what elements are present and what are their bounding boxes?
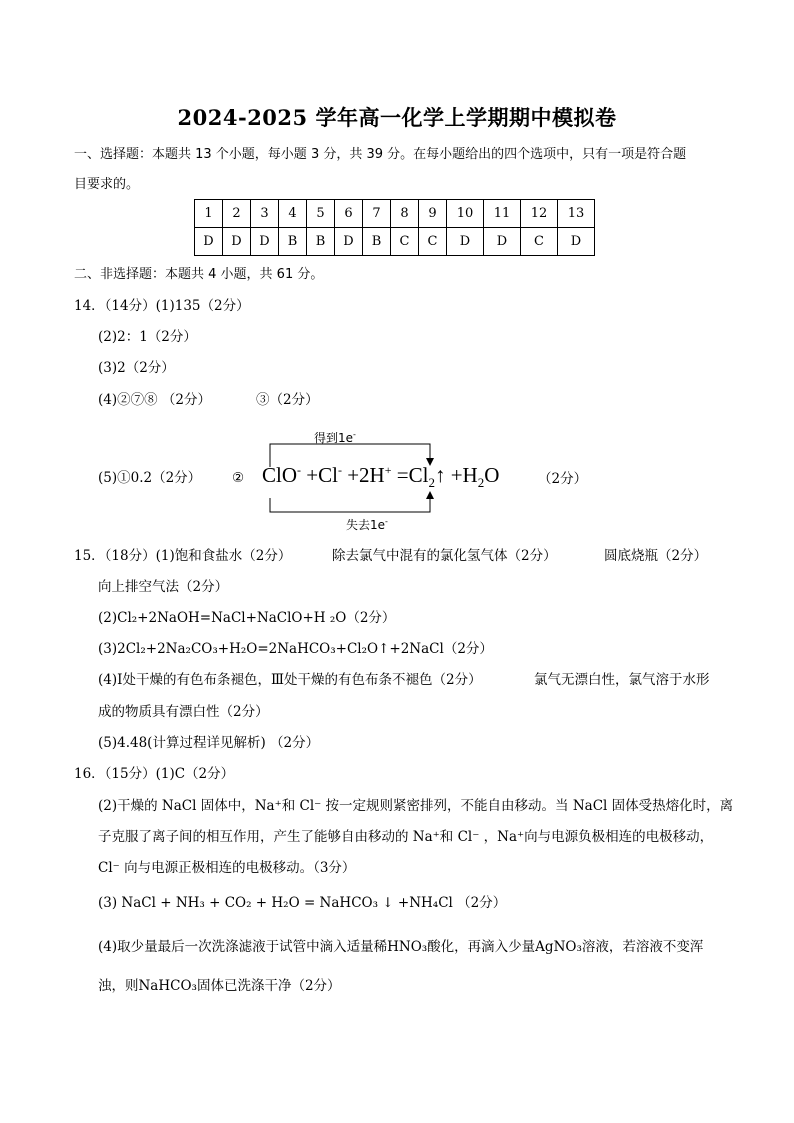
ionic-equation: $ClO^- +Cl^- +2H^+ =Cl_2↑ +H_2O$ <box>262 463 500 491</box>
q15-part1-c: 圆底烧瓶（2分） <box>604 548 708 564</box>
question-number: 4 <box>279 200 307 228</box>
answer-cell: C <box>521 228 558 256</box>
q16-part4-line1: (4)取少量最后一次洗涤滤液于试管中滴入适量稀HNO₃酸化，再滴入少量AgNO₃溶液，若溶液不变浑 <box>98 939 704 955</box>
q14-part2: (2)2：1（2分） <box>98 329 197 345</box>
question-number: 10 <box>447 200 484 228</box>
answer-cell: D <box>447 228 484 256</box>
question-number: 13 <box>558 200 595 228</box>
question-number: 2 <box>223 200 251 228</box>
q14-part3: (3)2（2分） <box>98 360 175 376</box>
answer-cell: B <box>307 228 335 256</box>
answer-cell: C <box>419 228 447 256</box>
q15-part5: (5)4.48(计算过程详见解析) （2分） <box>98 735 320 751</box>
question-number: 3 <box>251 200 279 228</box>
section1-instruction: 一、选择题：本题共 13 个小题，每小题 3 分，共 39 分。在每小题给出的四个选项中，只有一项是符合题 <box>74 147 687 162</box>
section1-instruction-end: 目要求的。 <box>74 177 140 192</box>
q16-part4-line2: 浊，则NaHCO₃固体已洗涤干净（2分） <box>98 978 341 994</box>
q15-part1-b: 除去氯气中混有的氯化氢气体（2分） <box>332 548 557 564</box>
q14-part1: 14．（14分）(1)135（2分） <box>74 298 250 314</box>
answer-cell: D <box>558 228 595 256</box>
question-number: 9 <box>419 200 447 228</box>
answer-cell: D <box>335 228 363 256</box>
answer-cell: D <box>484 228 521 256</box>
question-number: 7 <box>363 200 391 228</box>
answer-cell: D <box>251 228 279 256</box>
question-number: 1 <box>195 200 223 228</box>
answer-cell: D <box>223 228 251 256</box>
q16-part3: (3) NaCl + NH₃ + CO₂ + H₂O = NaHCO₃ ↓ +NH₄Cl （2分） <box>98 895 507 911</box>
q14-part4-b: ③（2分） <box>256 392 319 408</box>
q15-part4-c: 成的物质具有漂白性（2分） <box>98 704 269 720</box>
question-number: 12 <box>521 200 558 228</box>
answer-cell: C <box>391 228 419 256</box>
lose-electron-label: 失去1e- <box>346 517 388 532</box>
q15-part2: (2)Cl₂+2NaOH=NaCl+NaClO+H ₂O（2分） <box>98 610 396 626</box>
q14-part5-a: (5)①0.2（2分） <box>98 470 202 486</box>
answer-table <box>194 199 595 256</box>
question-number: 8 <box>391 200 419 228</box>
answer-cell: B <box>363 228 391 256</box>
q14-part5-score: （2分） <box>538 471 588 487</box>
question-number: 6 <box>335 200 363 228</box>
answer-table-number-row <box>195 200 595 228</box>
q16-part2-line3: Cl⁻ 向与电源正极相连的电极移动。（3分） <box>98 860 356 876</box>
q15-part1-a: 15．（18分）(1)饱和食盐水（2分） <box>74 548 292 564</box>
q15-part4-a: (4)Ⅰ处干燥的有色布条褪色，Ⅲ处干燥的有色布条不褪色（2分） <box>98 672 482 688</box>
q16-part1: 16．（15分）(1)C（2分） <box>74 766 235 782</box>
q15-part3: (3)2Cl₂+2Na₂CO₃+H₂O=2NaHCO₃+Cl₂O↑+2NaCl（2分） <box>98 641 493 657</box>
section2-heading: 二、非选择题：本题共 4 小题，共 61 分。 <box>74 267 324 282</box>
q14-part4-a: (4)②⑦⑧ （2分） <box>98 392 212 408</box>
q16-part2-line1: (2)干燥的 NaCl 固体中，Na⁺和 Cl⁻ 按一定规则紧密排列，不能自由移动。当 NaCl 固体受热熔化时，离 <box>98 798 734 814</box>
q16-part2-line2: 子克服了离子间的相互作用，产生了能够自由移动的 Na⁺和 Cl⁻ ，Na⁺向与电源负极相连的电极移动， <box>98 829 714 845</box>
question-number: 11 <box>484 200 521 228</box>
answer-table-answer-row <box>195 228 595 256</box>
page-title: 2024-2025 学年高一化学上学期期中模拟卷 <box>177 105 617 130</box>
gain-electron-label: 得到1e- <box>314 430 356 445</box>
question-number: 5 <box>307 200 335 228</box>
answer-cell: D <box>195 228 223 256</box>
q15-part4-b: 氯气无漂白性，氯气溶于水形 <box>534 672 710 688</box>
q15-part1-d: 向上排空气法（2分） <box>98 579 229 595</box>
answer-cell: B <box>279 228 307 256</box>
q14-part5-b: ② <box>232 470 245 486</box>
